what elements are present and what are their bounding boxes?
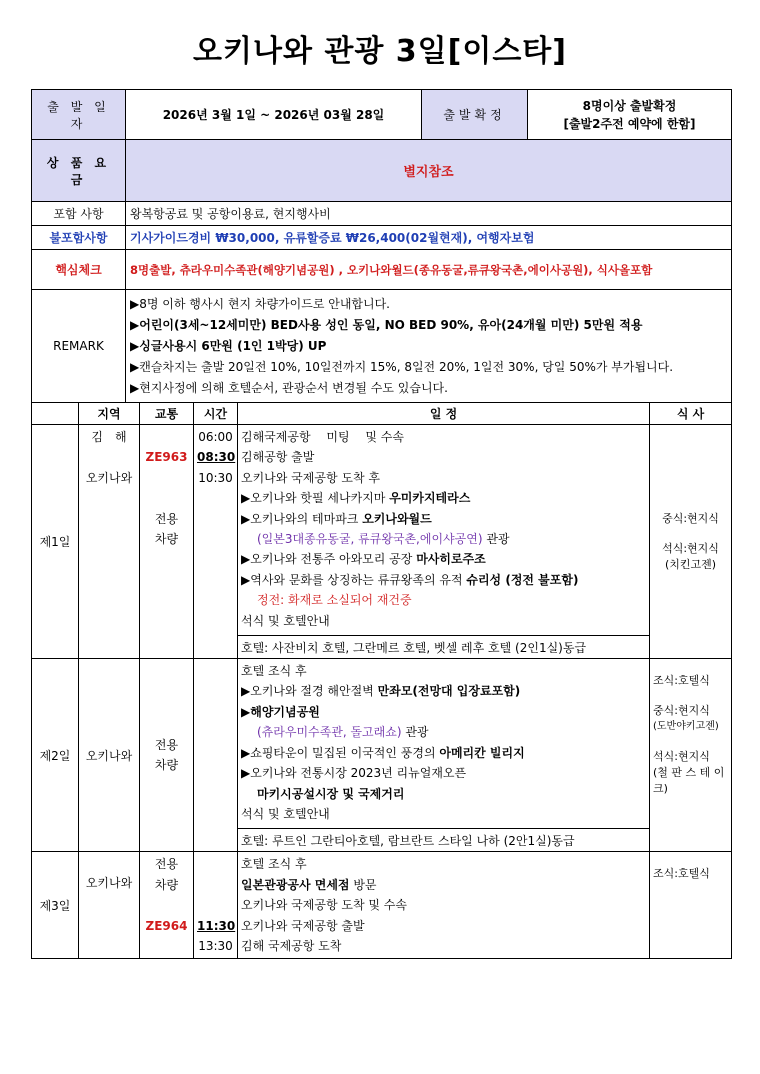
schedule-table <box>31 402 732 959</box>
itinerary-item: 김해국제공항 미팅 및 수속 <box>241 430 404 444</box>
confirm-line-2: [출발2주전 예약에 한함] <box>563 116 696 131</box>
itinerary-item: 오키나와 국제공항 출발 <box>241 918 365 933</box>
itinerary-item: 호텔 조식 후 <box>241 857 307 872</box>
itinerary-highlight: 오키나와월드 <box>362 511 432 526</box>
meal: 중식:현지식 <box>653 704 710 718</box>
itinerary-highlight: 아메리칸 빌리지 <box>439 745 525 760</box>
remark-item: ▶현지사정에 의해 호텔순서, 관광순서 변경될 수도 있습니다. <box>130 380 448 395</box>
exclude-label: 불포함사항 <box>32 226 126 250</box>
itinerary-highlight: ▶해양기념공원 <box>241 704 320 719</box>
remark-label: REMARK <box>32 290 126 403</box>
day-row-2 <box>32 659 732 852</box>
itinerary-item: 관광 <box>482 532 510 547</box>
transport: 차량 <box>154 532 179 547</box>
depart-label: 출 발 일 자 <box>32 90 126 140</box>
price-value: 별지참조 <box>126 140 732 202</box>
itinerary-sub: (일본3대종유동굴, 류큐왕국촌,에이샤공연) <box>257 532 483 547</box>
page-title: 오키나와 관광 3일[이스타] <box>193 34 567 69</box>
meal: 조식:호텔식 <box>653 674 710 688</box>
itinerary-highlight: 우미카지테라스 <box>389 491 471 506</box>
price-label: 상 품 요 금 <box>32 140 126 202</box>
key-value: 8명출발, 츄라우미수족관(해양기념공원) , 오키나와월드(종유동굴,류큐왕국촌,에이사공원), 식사올포함 <box>126 250 732 290</box>
meal: 석식:현지식 <box>653 750 710 764</box>
key-label: 핵심체크 <box>32 250 126 290</box>
remark-item: ▶어린이(3세~12세미만) BED사용 성인 동일, NO BED 90%, 유아(24개월 미만) 5만원 적용 <box>130 317 643 332</box>
itinerary-note: 정전: 화재로 소실되어 재건중 <box>257 593 412 608</box>
confirm-value <box>528 90 732 140</box>
itinerary-item: 오키나와 국제공항 도착 후 <box>241 470 380 485</box>
transport: 차량 <box>154 758 179 773</box>
itinerary-item: 관광 <box>401 725 429 740</box>
header-itinerary: 일 정 <box>238 403 650 425</box>
meal: (도반야키고젠) <box>653 721 719 733</box>
itinerary-highlight: 만좌모(전망대 입장료포함) <box>377 684 521 699</box>
remark-list <box>126 290 732 403</box>
hotel-info: 호텔: 루트인 그란티아호텔, 람브란트 스타일 나하 (2안1실)동급 <box>238 828 649 853</box>
itinerary-item: 오키나와 국제공항 도착 및 수속 <box>241 898 407 913</box>
itinerary-item: 김해공항 출발 <box>241 450 315 465</box>
include-label: 포함 사항 <box>32 202 126 226</box>
itinerary-item: 김해 국제공항 도착 <box>241 938 342 953</box>
info-table <box>31 89 732 403</box>
header-time: 시간 <box>194 403 238 425</box>
itinerary-highlight: 슈리성 (정전 불포함) <box>466 572 579 587</box>
region: 오키나와 <box>79 852 140 959</box>
itinerary-item: ▶쇼핑타운이 밀집된 이국적인 풍경의 <box>241 745 440 760</box>
transport: 전용 <box>154 511 179 526</box>
itinerary-highlight: 마사히로주조 <box>416 552 486 567</box>
itinerary-item: ▶오키나와의 테마파크 <box>241 511 363 526</box>
itinerary-item: 방문 <box>349 877 377 892</box>
remark-item: ▶캔슬차지는 출발 20일전 10%, 10일전까지 15%, 8일전 20%, 1일전 30%, 당일 50%가 부가됩니다. <box>130 359 674 374</box>
itinerary-highlight: 마키시공설시장 및 국제거리 <box>257 786 405 801</box>
itinerary-item: 석식 및 호텔안내 <box>241 613 330 628</box>
flight-code: ZE964 <box>145 918 188 933</box>
confirm-label: 출발확정 <box>422 90 528 140</box>
itinerary-item: ▶오키나와 절경 해안절벽 <box>241 684 378 699</box>
region: 오키나와 <box>85 470 133 485</box>
day-label: 제1일 <box>32 425 79 659</box>
meal: 중식:현지식 <box>662 511 719 525</box>
meal: 크) <box>653 782 668 796</box>
itinerary-item: 호텔 조식 후 <box>241 664 307 679</box>
transport: 전용 <box>154 737 179 752</box>
region: 오키나와 <box>79 659 140 852</box>
flight-code: ZE963 <box>145 450 188 465</box>
itinerary-item: ▶오키나와 전통시장 2023년 리뉴얼재오픈 <box>241 766 467 781</box>
transport: 차량 <box>154 877 179 892</box>
header-region: 지역 <box>79 403 140 425</box>
hotel-info: 호텔: 사잔비치 호텔, 그란메르 호텔, 벳셀 레후 호텔 (2인1실)동급 <box>238 635 649 660</box>
day-row-1 <box>32 425 732 659</box>
day-row-3 <box>32 852 732 959</box>
remark-item: ▶8명 이하 행사시 현지 차량가이드로 안내합니다. <box>130 296 390 311</box>
day-label: 제2일 <box>32 659 79 852</box>
remark-item: ▶싱글사용시 6만원 (1인 1박당) UP <box>130 338 327 353</box>
header-meal: 식 사 <box>650 403 732 425</box>
confirm-line-1: 8명이상 출발확정 <box>582 98 677 113</box>
day-label: 제3일 <box>32 852 79 959</box>
itinerary-sub: (츄라우미수족관, 돌고래쇼) <box>257 725 402 740</box>
include-value: 왕복항공료 및 공항이용료, 현지행사비 <box>126 202 732 226</box>
depart-value: 2026년 3월 1일 ~ 2026년 03월 28일 <box>126 90 422 140</box>
header-transport: 교통 <box>140 403 194 425</box>
region: 김 해 <box>91 430 127 444</box>
itinerary-item: ▶역사와 문화를 상징하는 류큐왕족의 유적 <box>241 572 467 587</box>
itinerary-item: ▶오키나와 핫필 세나카지마 <box>241 491 390 506</box>
time: 06:00 <box>198 430 233 444</box>
meal: (치킨고젠) <box>664 557 717 571</box>
time: 11:30 <box>197 918 236 933</box>
itinerary-item: 석식 및 호텔안내 <box>241 806 330 821</box>
time: 08:30 <box>197 450 236 465</box>
meal: 석식:현지식 <box>662 541 719 555</box>
itinerary-highlight: 일본관광공사 면세점 <box>241 877 350 892</box>
transport: 전용 <box>154 857 179 872</box>
meal: 조식:호텔식 <box>653 867 710 881</box>
exclude-value: 기사가이드경비 ₩30,000, 유류할증료 ₩26,400(02월현재), 여행자보험 <box>126 226 732 250</box>
time: 10:30 <box>198 470 233 485</box>
meal: (철 판 스 테 이 <box>653 766 725 780</box>
itinerary-item: ▶오키나와 전통주 아와모리 공장 <box>241 552 417 567</box>
time: 13:30 <box>198 938 233 953</box>
